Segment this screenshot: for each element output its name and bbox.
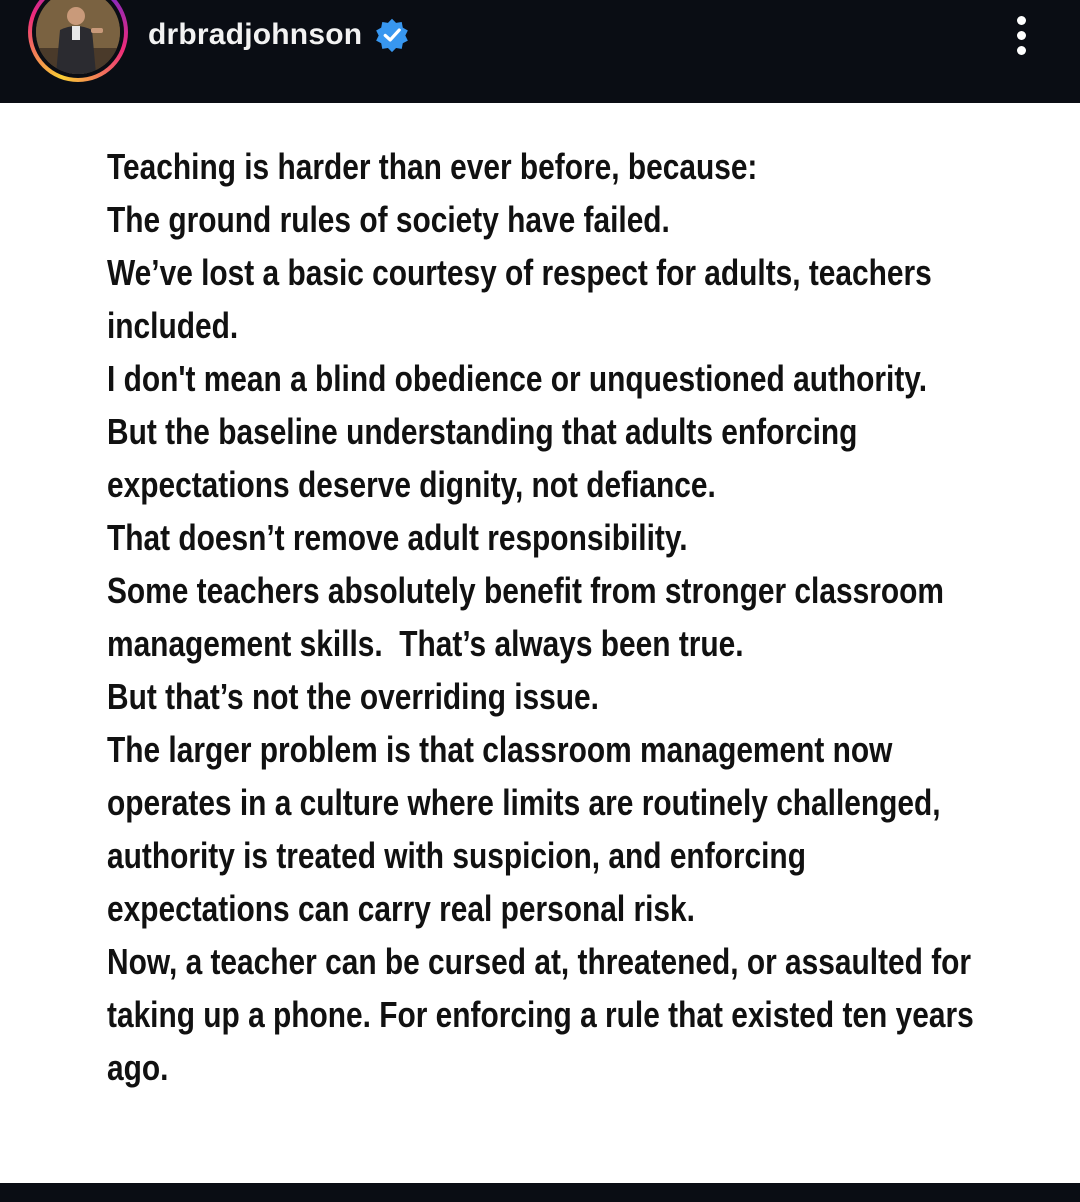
post-text-line: That doesn’t remove adult responsibility. <box>107 517 688 558</box>
post-text-line: But that’s not the overriding issue. <box>107 676 599 717</box>
post-text-line: ago. <box>107 1047 169 1088</box>
post-text-line: Some teachers absolutely benefit from stronger classroom <box>107 570 944 611</box>
avatar[interactable] <box>36 0 120 74</box>
verified-badge-icon <box>374 17 410 53</box>
post-text-line: taking up a phone. For enforcing a rule that existed ten years <box>107 994 974 1035</box>
more-dot <box>1017 46 1026 55</box>
more-options-button[interactable] <box>1002 10 1042 60</box>
post-text-line: The larger problem is that classroom management now <box>107 729 893 770</box>
post-text-line: I don't mean a blind obedience or unquestioned authority. <box>107 358 928 399</box>
post-text-line: Teaching is harder than ever before, because: <box>107 146 758 187</box>
avatar-ring-gap <box>32 0 124 78</box>
post-text-image <box>107 140 1047 1094</box>
story-ring-avatar[interactable] <box>28 0 128 82</box>
post-text-line: authority is treated with suspicion, and enforcing <box>107 835 806 876</box>
post-text-line: operates in a culture where limits are routinely challenged, <box>107 782 941 823</box>
post-text-line: expectations deserve dignity, not defiance. <box>107 464 716 505</box>
post-text-line: We’ve lost a basic courtesy of respect for adults, teachers <box>107 252 932 293</box>
more-dot <box>1017 16 1026 25</box>
post-text-line: But the baseline understanding that adults enforcing <box>107 411 858 452</box>
post-text-line: The ground rules of society have failed. <box>107 199 670 240</box>
post-text-line: Now, a teacher can be cursed at, threatened, or assaulted for <box>107 941 972 982</box>
more-dot <box>1017 31 1026 40</box>
avatar-person-icon <box>36 0 120 74</box>
post-text-line: included. <box>107 305 239 346</box>
post-header <box>0 0 1080 103</box>
post-text-line: management skills. That’s always been true. <box>107 623 744 664</box>
bottom-bar <box>0 1183 1080 1202</box>
username-link[interactable]: drbradjohnson <box>148 18 363 51</box>
post-text-line: expectations can carry real personal risk. <box>107 888 695 929</box>
